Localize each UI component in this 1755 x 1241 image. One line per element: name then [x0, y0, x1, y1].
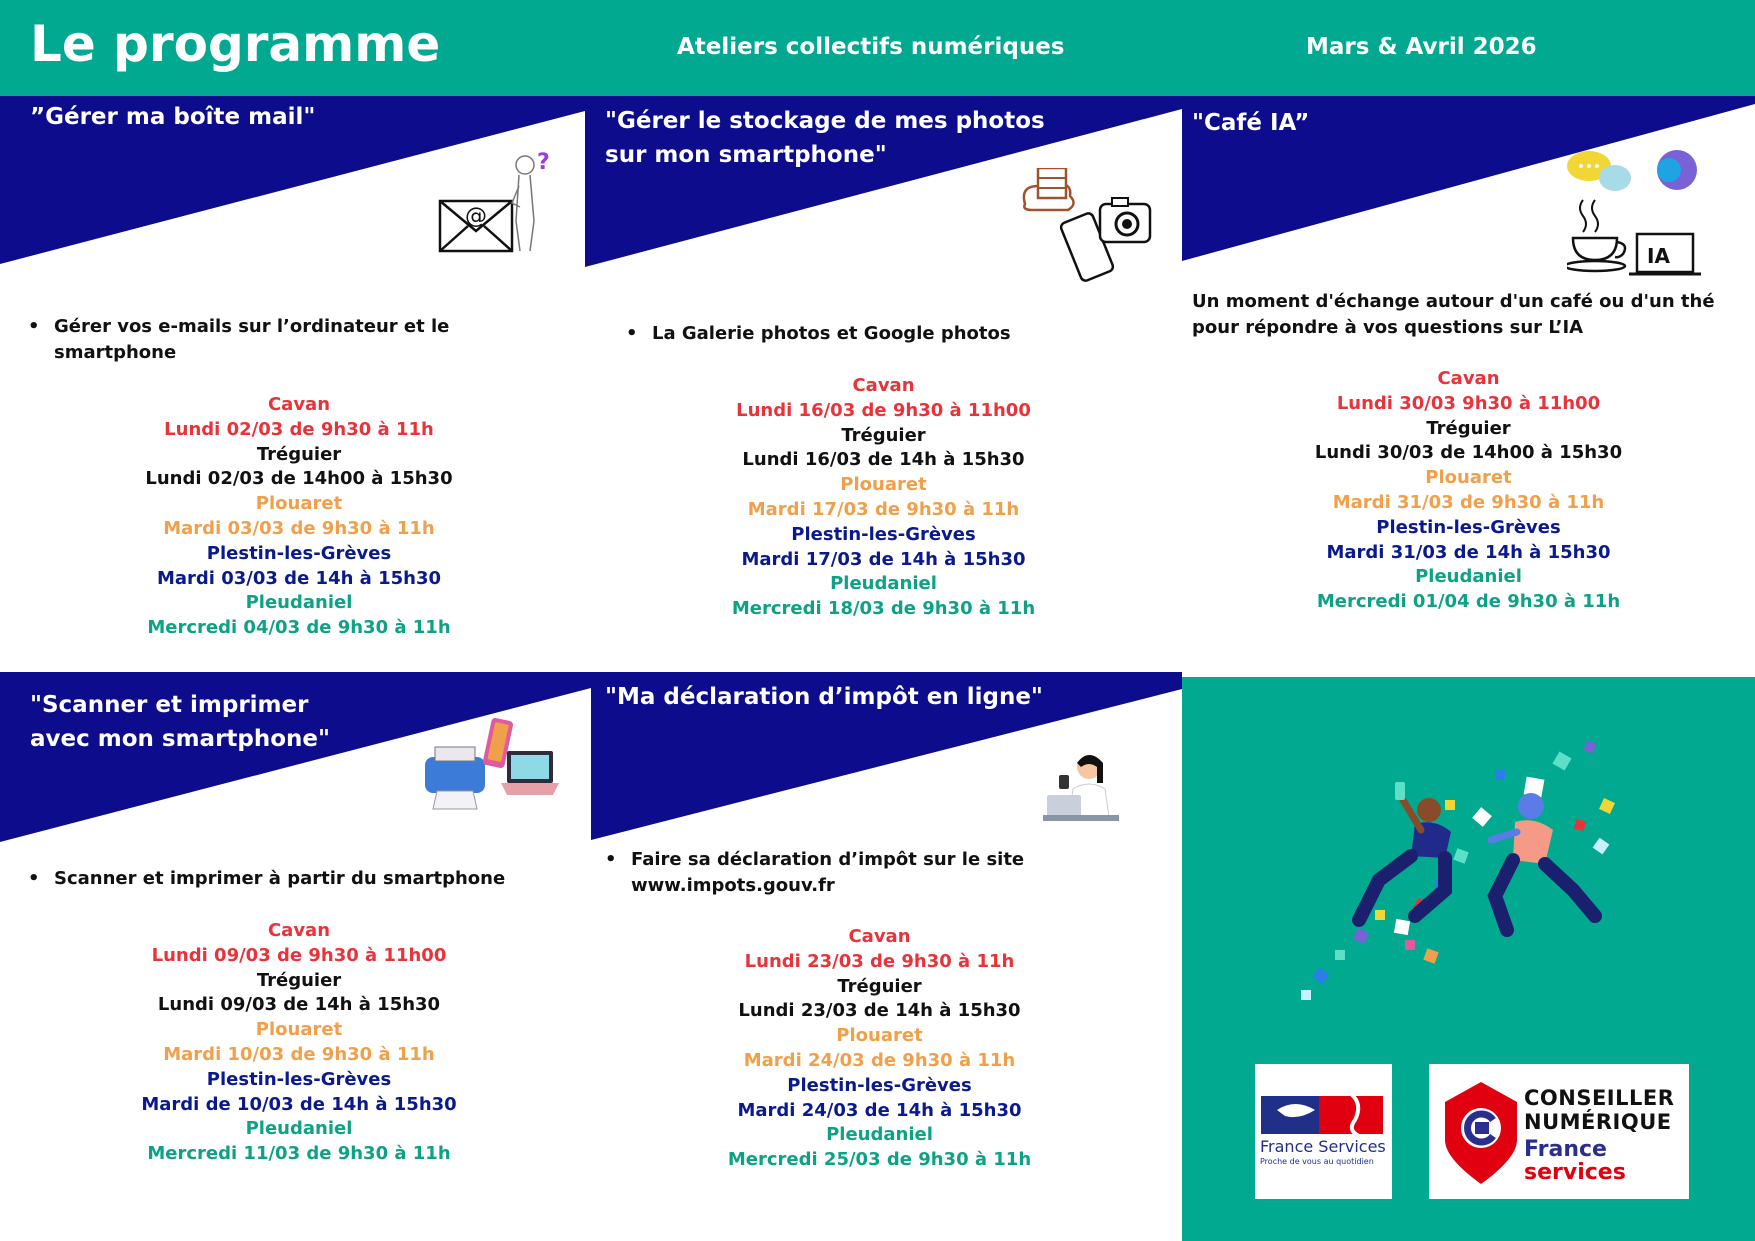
workshop-title: "Café IA” — [1192, 110, 1310, 136]
envelope-person-icon — [430, 151, 560, 261]
schedule-date: Mardi 03/03 de 14h à 15h30 — [156, 567, 441, 589]
schedule-location: Cavan — [1437, 368, 1500, 389]
schedule-location: Cavan — [848, 926, 911, 947]
workshop-card-photos — [585, 96, 1182, 672]
floating-people-confetti-illustration — [1295, 740, 1655, 1000]
schedule-date: Lundi 09/03 de 14h à 15h30 — [157, 994, 441, 1016]
schedule-date: Mercredi 04/03 de 9h30 à 11h — [147, 617, 451, 639]
schedule-date: Mardi 17/03 de 14h à 15h30 — [741, 548, 1026, 570]
workshop-title — [30, 688, 330, 756]
schedule-location: Plouaret — [255, 1019, 343, 1041]
schedule-location: Plestin-les-Grèves — [787, 1074, 972, 1096]
schedule-location: Plouaret — [1425, 467, 1512, 489]
schedule-date: Mercredi 11/03 de 9h30 à 11h — [147, 1143, 451, 1165]
workshop-title-line: avec mon smartphone" — [30, 726, 331, 752]
schedule-location: Pleudaniel — [245, 592, 353, 614]
schedule-date: Mardi de 10/03 de 14h à 15h30 — [141, 1093, 457, 1115]
workshop-card-mail — [0, 96, 585, 672]
workshop-bullet: • Faire sa déclaration d’impôt sur le site www.impots.gouv.fr — [605, 847, 1071, 899]
workshop-title: ”Gérer ma boîte mail" — [30, 104, 316, 130]
printer-devices-icon — [425, 717, 565, 817]
ia-screen-label: IA — [1647, 244, 1670, 268]
schedule-location: Pleudaniel — [830, 573, 937, 595]
photo-storage-icon — [1020, 168, 1160, 283]
schedule-date: Lundi 30/03 de 14h00 à 15h30 — [1314, 442, 1623, 464]
schedule-location: Tréguier — [256, 969, 342, 991]
schedule-date: Mercredi 01/04 de 9h30 à 11h — [1316, 591, 1621, 613]
conseiller-numerique-line3: France — [1524, 1137, 1607, 1162]
schedule-date: Mardi 31/03 de 9h30 à 11h — [1332, 491, 1605, 513]
person-laptop-icon — [1043, 753, 1123, 825]
france-services-name: France Services — [1260, 1137, 1386, 1156]
conseiller-numerique-line1: CONSEILLER — [1524, 1086, 1675, 1110]
schedule-date: Mercredi 18/03 de 9h30 à 11h — [731, 598, 1036, 620]
workshop-title-line: sur mon smartphone" — [605, 142, 887, 168]
schedule-date: Mardi 24/03 de 14h à 15h30 — [737, 1099, 1022, 1121]
schedule-location: Plestin-les-Grèves — [206, 1068, 392, 1090]
schedule-date: Lundi 02/03 de 9h30 à 11h — [164, 418, 434, 440]
workshop-schedule — [0, 919, 591, 1167]
workshop-card-impot — [591, 672, 1182, 1241]
conseiller-numerique-line2: NUMÉRIQUE — [1524, 1110, 1672, 1134]
schedule-location: Pleudaniel — [1415, 566, 1522, 588]
header-bar — [0, 0, 1755, 96]
schedule-location: Tréguier — [1426, 417, 1511, 439]
page-title: Le programme — [30, 15, 441, 73]
schedule-date: Lundi 16/03 de 9h30 à 11h00 — [736, 399, 1031, 421]
france-services-logo — [1255, 1064, 1392, 1199]
workshop-description: Un moment d'échange autour d'un café ou d'un thé pour répondre à vos questions sur L’IA — [1192, 291, 1715, 338]
workshop-bullet: • La Galerie photos et Google photos — [626, 321, 1172, 347]
svg-text:?: ? — [537, 151, 550, 175]
conseiller-numerique-logo — [1429, 1064, 1689, 1199]
france-services-mark — [1255, 1064, 1392, 1139]
workshop-title — [605, 104, 1045, 172]
schedule-date: Mardi 24/03 de 9h30 à 11h — [743, 1049, 1016, 1071]
schedule-location: Pleudaniel — [245, 1118, 353, 1140]
workshop-card-cafe-ia — [1182, 96, 1755, 672]
workshop-title-line: "Scanner et imprimer — [30, 692, 309, 718]
schedule-location: Cavan — [852, 375, 915, 396]
schedule-date: Mardi 10/03 de 9h30 à 11h — [163, 1043, 435, 1065]
schedule-location: Plouaret — [836, 1025, 923, 1047]
schedule-date: Lundi 23/03 de 9h30 à 11h — [744, 950, 1015, 972]
location-pin-icon — [1441, 1078, 1521, 1188]
schedule-date: Mardi 31/03 de 14h à 15h30 — [1326, 541, 1611, 563]
workshop-schedule — [585, 374, 1182, 622]
workshop-schedule — [0, 393, 585, 641]
header-subtitle: Ateliers collectifs numériques — [677, 34, 1065, 60]
schedule-date: Lundi 23/03 de 14h à 15h30 — [738, 1000, 1021, 1022]
workshop-schedule — [1182, 367, 1755, 615]
conseiller-numerique-line4: services — [1524, 1160, 1626, 1185]
schedule-location: Tréguier — [837, 975, 922, 997]
schedule-location: Plestin-les-Grèves — [1376, 516, 1561, 538]
schedule-date: Lundi 09/03 de 9h30 à 11h00 — [151, 944, 447, 966]
france-services-tagline: Proche de vous au quotidien — [1260, 1157, 1374, 1166]
schedule-date: Lundi 30/03 9h30 à 11h00 — [1336, 392, 1601, 414]
svg-text:@: @ — [465, 204, 487, 229]
schedule-date: Lundi 02/03 de 14h00 à 15h30 — [145, 468, 453, 490]
schedule-location: Pleudaniel — [826, 1124, 933, 1146]
schedule-date: Mardi 17/03 de 9h30 à 11h — [747, 498, 1020, 520]
workshop-bullet: • Gérer vos e-mails sur l’ordinateur et le smartphone — [28, 314, 494, 366]
header-period: Mars & Avril 2026 — [1306, 34, 1537, 60]
schedule-date: Mardi 03/03 de 9h30 à 11h — [163, 517, 435, 539]
workshop-schedule — [591, 925, 1168, 1173]
schedule-location: Tréguier — [841, 424, 926, 446]
schedule-location: Plouaret — [255, 493, 343, 515]
schedule-location: Plestin-les-Grèves — [206, 542, 392, 564]
schedule-location: Tréguier — [256, 443, 342, 465]
schedule-location: Cavan — [267, 920, 331, 941]
coffee-ai-icon — [1567, 148, 1737, 278]
schedule-location: Cavan — [267, 394, 331, 415]
workshop-card-scanner — [0, 672, 591, 1241]
workshop-title-line: "Gérer le stockage de mes photos — [605, 108, 1045, 134]
workshop-bullet: • Scanner et imprimer à partir du smartphone — [28, 866, 591, 892]
schedule-date: Lundi 16/03 de 14h à 15h30 — [742, 449, 1025, 471]
logos-panel — [1182, 677, 1755, 1241]
schedule-date: Mercredi 25/03 de 9h30 à 11h — [727, 1149, 1032, 1171]
schedule-location: Plestin-les-Grèves — [791, 523, 976, 545]
schedule-location: Plouaret — [840, 474, 927, 496]
workshop-title: "Ma déclaration d’impôt en ligne" — [605, 684, 1043, 710]
